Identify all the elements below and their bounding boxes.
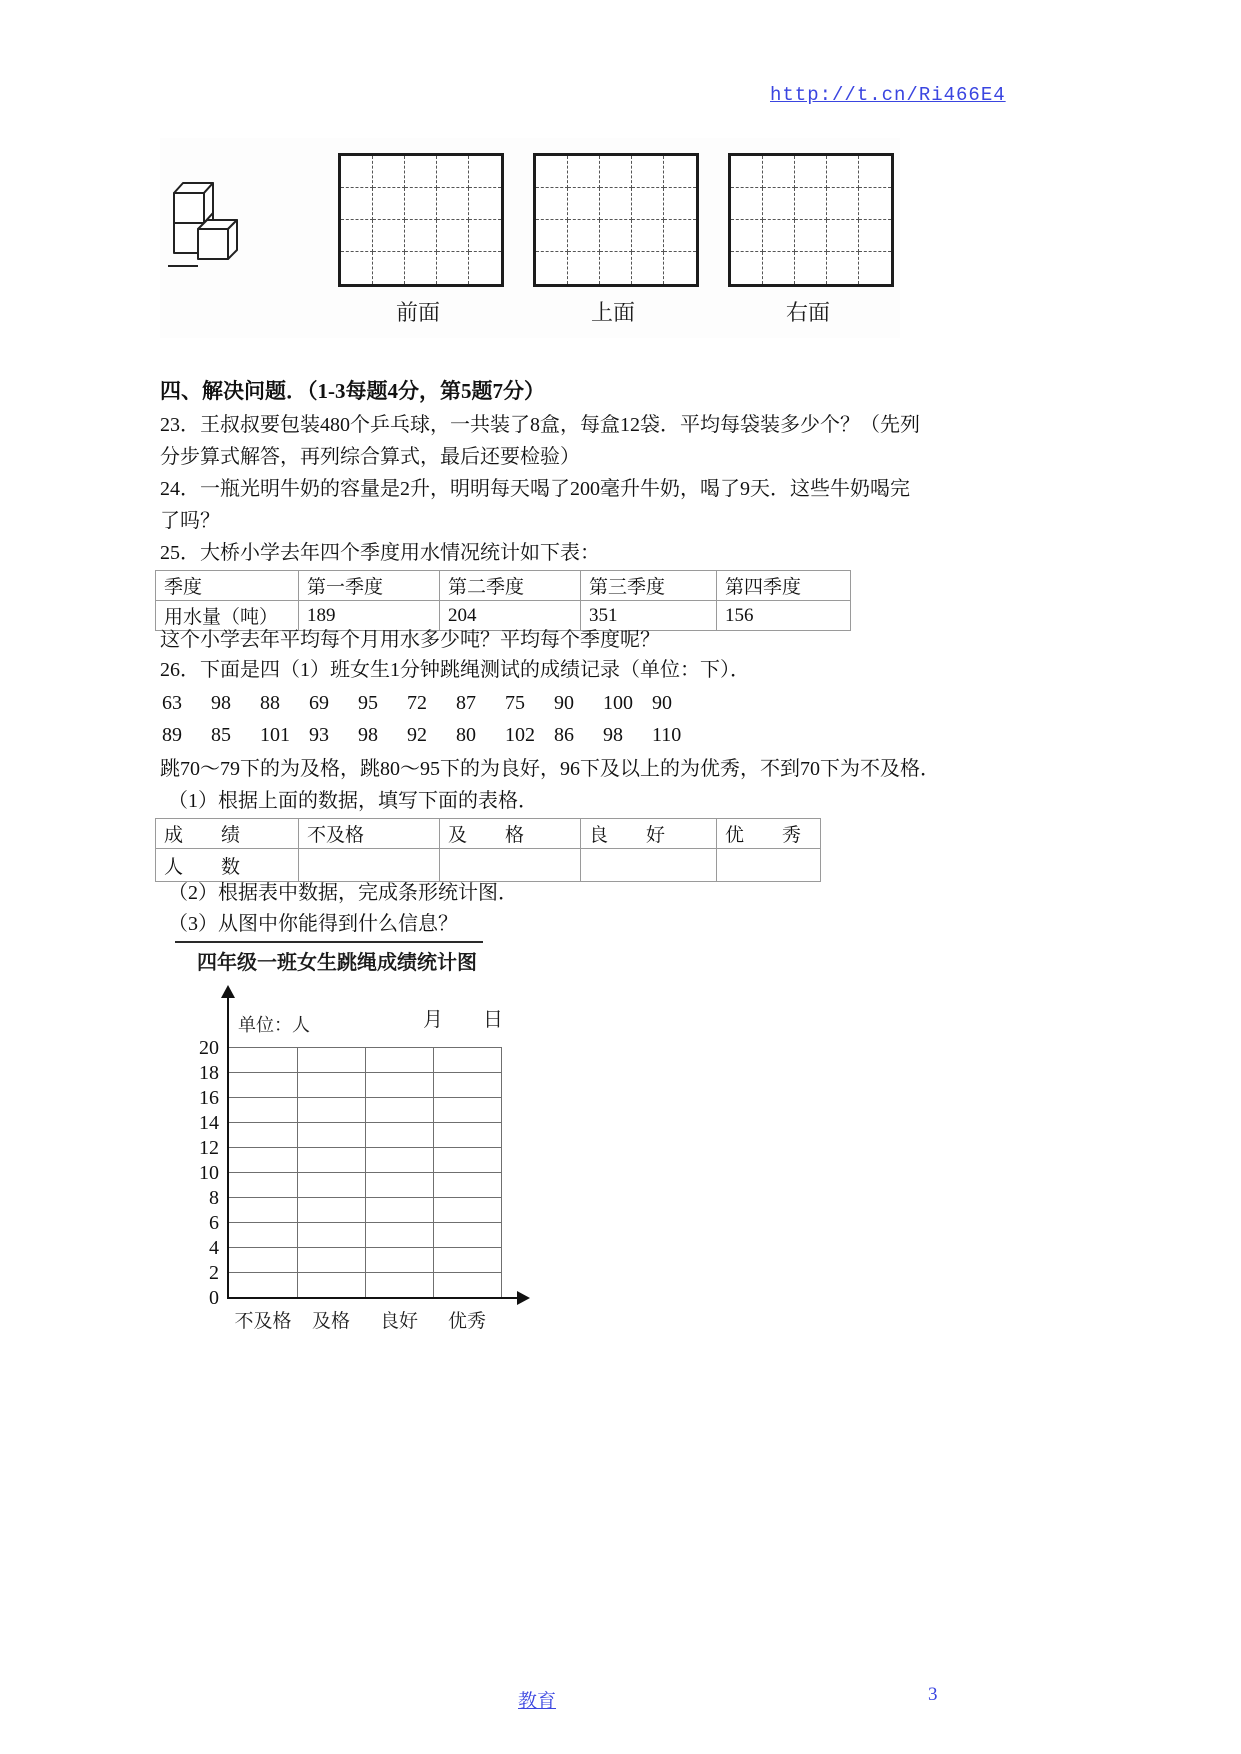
empty-answer-cell (581, 849, 717, 882)
column-header: 良 好 (581, 819, 717, 849)
score-value: 100 (603, 692, 633, 714)
score-value: 93 (309, 724, 329, 746)
question-23-line2: 分步算式解答，再列综合算式，最后还要检验） (160, 446, 580, 468)
row-label: 人 数 (156, 849, 299, 882)
question-26-sub1: （1）根据上面的数据，填写下面的表格． (168, 790, 538, 812)
footer-education-link[interactable]: 教育 (518, 1691, 557, 1712)
table-row (156, 819, 821, 849)
x-axis-arrow-icon (517, 1291, 530, 1305)
y-tick-label: 8 (209, 1187, 219, 1209)
score-value: 92 (407, 724, 427, 746)
table-cell: 204 (440, 601, 581, 631)
column-header: 不及格 (299, 819, 440, 849)
grade-count-table (155, 818, 821, 882)
y-tick-label: 14 (199, 1112, 219, 1134)
table-cell: 156 (717, 601, 851, 631)
score-value: 98 (358, 724, 378, 746)
grading-rule-text: 跳70～79下的为及格，跳80～95下的为良好，96下及以上的为优秀，不到70下为不及格． (160, 758, 940, 780)
front-view-grid (338, 153, 504, 287)
score-value: 75 (505, 692, 525, 714)
question-26-sub3: （3）从图中你能得到什么信息？ (168, 913, 458, 935)
y-tick-label: 2 (209, 1262, 219, 1284)
column-header: 季度 (156, 571, 299, 601)
column-header: 第三季度 (581, 571, 717, 601)
y-tick-label: 16 (199, 1087, 219, 1109)
page-number: 3 (928, 1684, 938, 1705)
top-view-label: 上面 (590, 300, 635, 325)
column-header: 第一季度 (299, 571, 440, 601)
column-header: 第二季度 (440, 571, 581, 601)
column-header: 成 绩 (156, 819, 299, 849)
empty-answer-cell (299, 849, 440, 882)
score-value: 80 (456, 724, 476, 746)
right-view-label: 右面 (785, 300, 830, 325)
y-tick-label: 18 (199, 1062, 219, 1084)
score-value: 69 (309, 692, 329, 714)
table-row (156, 849, 821, 882)
score-value: 63 (162, 692, 182, 714)
front-view-label: 前面 (395, 300, 440, 325)
scores-row-2 (162, 724, 701, 747)
score-value: 87 (456, 692, 476, 714)
y-tick-label: 12 (199, 1137, 219, 1159)
score-value: 95 (358, 692, 378, 714)
score-value: 101 (260, 724, 290, 746)
score-value: 86 (554, 724, 574, 746)
y-tick-label: 0 (209, 1287, 219, 1309)
y-tick-label: 10 (199, 1162, 219, 1184)
question-23-line1: 23．王叔叔要包装480个乒乓球，一共装了8盒，每盒12袋．平均每袋装多少个？（先列 (160, 414, 920, 436)
header-url-link[interactable]: http://t.cn/Ri466E4 (770, 84, 1006, 106)
x-axis (227, 1297, 519, 1299)
chart-title: 四年级一班女生跳绳成绩统计图 (197, 952, 477, 974)
right-view-grid (728, 153, 894, 287)
score-value: 102 (505, 724, 535, 746)
score-value: 98 (211, 692, 231, 714)
question-26-intro: 26．下面是四（1）班女生1分钟跳绳测试的成绩记录（单位：下）． (160, 659, 750, 681)
score-value: 90 (554, 692, 574, 714)
question-25-prompt: 这个小学去年平均每个月用水多少吨？平均每个季度呢？ (160, 629, 660, 651)
score-value: 90 (652, 692, 672, 714)
score-value: 88 (260, 692, 280, 714)
table-cell: 189 (299, 601, 440, 631)
section-title: 四、解决问题．（1-3每题4分，第5题7分） (160, 379, 545, 403)
empty-answer-cell (717, 849, 821, 882)
chart-unit-label: 单位：人 (238, 1015, 310, 1035)
row-label: 用水量（吨） (156, 601, 299, 631)
empty-answer-cell (440, 849, 581, 882)
x-tick-label: 优秀 (447, 1311, 486, 1332)
x-tick-label: 不及格 (234, 1311, 292, 1332)
score-value: 98 (603, 724, 623, 746)
stacked-cubes-illustration (168, 163, 248, 293)
question-24-line2: 了吗？ (160, 510, 220, 532)
y-tick-label: 4 (209, 1237, 219, 1259)
water-usage-table (155, 570, 851, 631)
question-26-sub2: （2）根据表中数据，完成条形统计图． (168, 882, 518, 904)
score-value: 110 (652, 724, 682, 746)
column-header: 第四季度 (717, 571, 851, 601)
chart-grid (229, 1047, 502, 1298)
x-tick-label: 及格 (311, 1311, 350, 1332)
chart-date-label: 月 日 (423, 1009, 503, 1031)
score-value: 85 (211, 724, 231, 746)
top-view-grid (533, 153, 699, 287)
question-24-line1: 24．一瓶光明牛奶的容量是2升，明明每天喝了200毫升牛奶，喝了9天．这些牛奶喝完 (160, 478, 910, 500)
score-value: 72 (407, 692, 427, 714)
table-row (156, 601, 851, 631)
question-25-intro: 25．大桥小学去年四个季度用水情况统计如下表： (160, 542, 600, 564)
column-header: 及 格 (440, 819, 581, 849)
cube-views-figure (160, 138, 900, 338)
score-value: 89 (162, 724, 182, 746)
table-row (156, 571, 851, 601)
scores-row-1 (162, 692, 701, 715)
table-cell: 351 (581, 601, 717, 631)
y-tick-label: 20 (199, 1037, 219, 1059)
chart-top-rule (175, 941, 483, 943)
x-tick-label: 良好 (379, 1311, 418, 1332)
jump-rope-bar-chart (175, 941, 535, 1346)
column-header: 优 秀 (717, 819, 821, 849)
y-tick-label: 6 (209, 1212, 219, 1234)
